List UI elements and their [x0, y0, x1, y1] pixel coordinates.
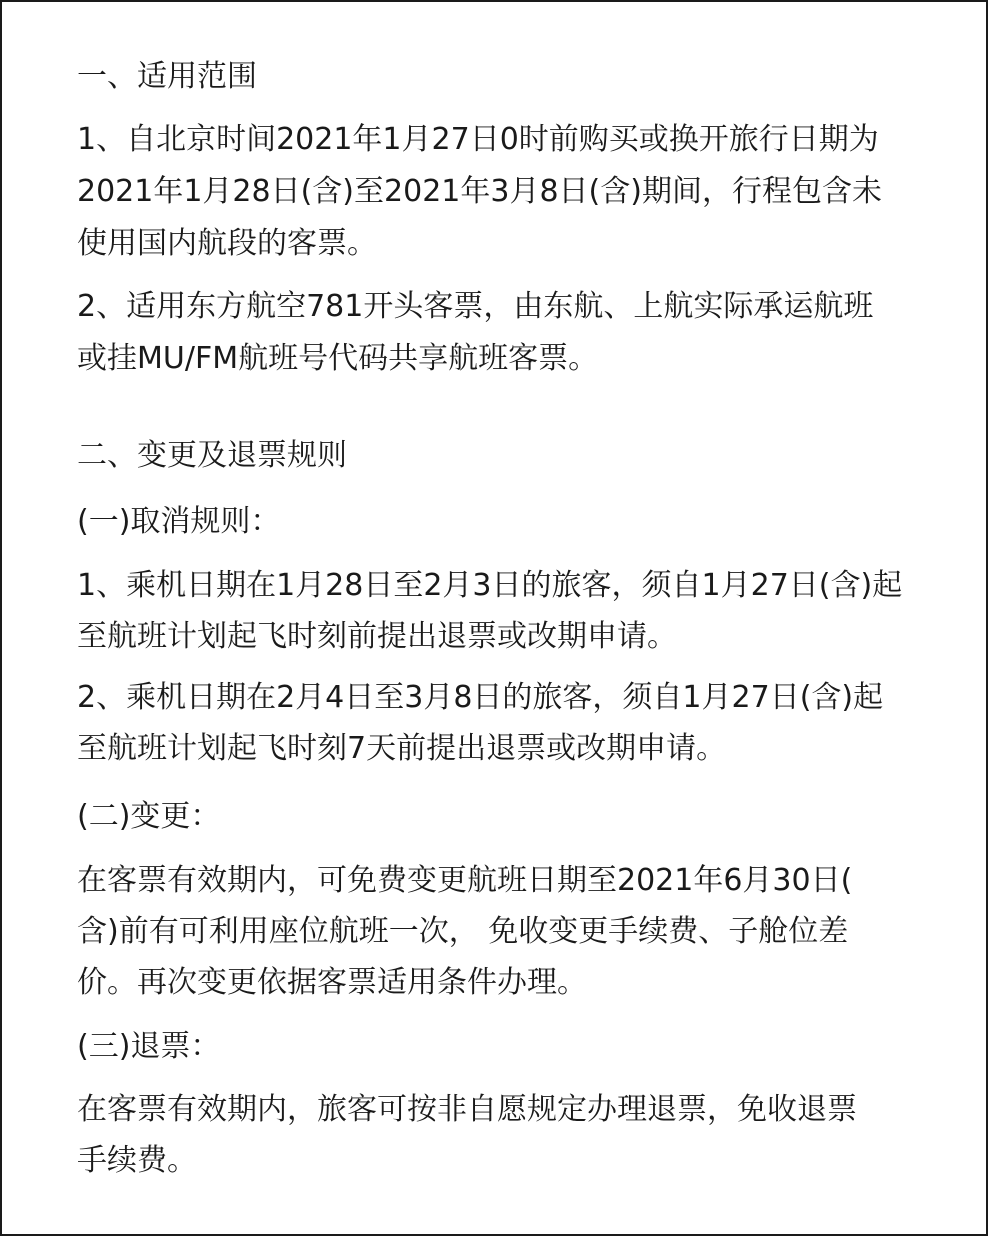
section2-heading: 二、变更及退票规则 [77, 438, 347, 473]
cancel-item2-line2: 至航班计划起飞时刻7天前提出退票或改期申请。 [77, 731, 727, 766]
cancel-item2-line1: 2、乘机日期在2月4日至3月8日的旅客，须自1月27日(含)起 [77, 680, 884, 715]
change-line1: 在客票有效期内，可免费变更航班日期至2021年6月30日( [77, 863, 853, 898]
refund-heading: (三)退票： [77, 1029, 221, 1064]
cancel-heading: (一)取消规则： [77, 504, 281, 539]
cancel-item1-line2: 至航班计划起飞时刻前提出退票或改期申请。 [77, 619, 677, 654]
section1-item1-line2: 2021年1月28日(含)至2021年3月8日(含)期间，行程包含未 [77, 174, 882, 209]
section1-item2-line2: 或挂MU/FM航班号代码共享航班客票。 [77, 341, 599, 376]
section1-item2-line1: 2、适用东方航空781开头客票，由东航、上航实际承运航班 [77, 289, 874, 324]
change-heading: (二)变更： [77, 799, 221, 834]
section1-item1-line1: 1、自北京时间2021年1月27日0时前购买或换开旅行日期为 [77, 122, 879, 157]
refund-line2: 手续费。 [77, 1143, 197, 1178]
section1-item1-line3: 使用国内航段的客票。 [77, 226, 377, 261]
refund-line1: 在客票有效期内，旅客可按非自愿规定办理退票，免收退票 [77, 1092, 857, 1127]
cancel-item1-line1: 1、乘机日期在1月28日至2月3日的旅客，须自1月27日(含)起 [77, 568, 903, 603]
section1-heading: 一、适用范围 [77, 59, 257, 94]
change-line2: 含)前有可利用座位航班一次， 免收变更手续费、子舱位差 [77, 914, 849, 949]
change-line3: 价。再次变更依据客票适用条件办理。 [77, 965, 587, 1000]
